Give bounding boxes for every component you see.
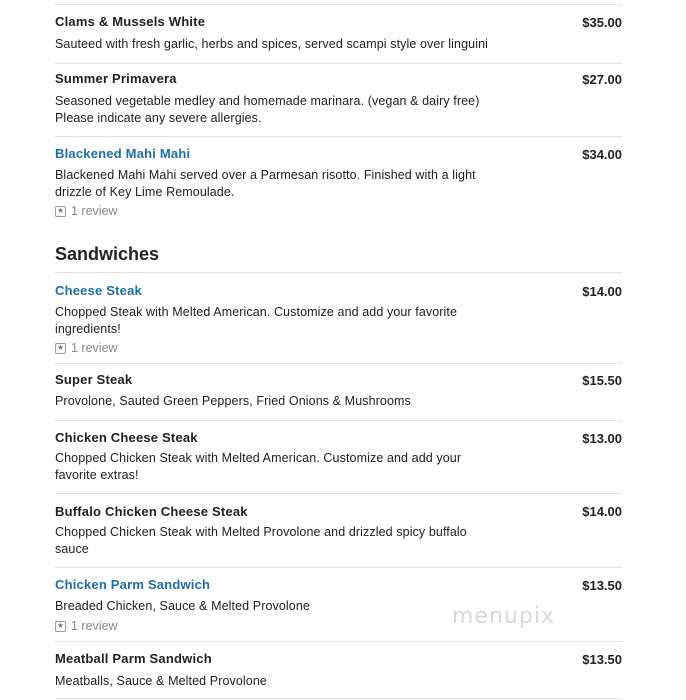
item-description: Blackened Mahi Mahi served over a Parmesan risotto. Finished with a light drizzle of Key Lime Remoulade.: [55, 168, 476, 199]
item-price: $13.50: [582, 578, 622, 593]
item-description: Provolone, Sauted Green Peppers, Fried Onions & Mushrooms: [55, 394, 411, 408]
menu-item-buffalo-chicken-cheese-steak: [55, 493, 622, 568]
review-count: 1 review: [71, 204, 118, 218]
item-name: Super Steak: [55, 372, 133, 387]
item-description: Breaded Chicken, Sauce & Melted Provolone: [55, 599, 310, 613]
item-name-link[interactable]: Chicken Parm Sandwich: [55, 577, 211, 592]
item-name-link[interactable]: Cheese Steak: [55, 283, 142, 298]
review-icon: ★: [56, 621, 65, 630]
review-link[interactable]: [55, 204, 118, 218]
item-price: $34.00: [582, 147, 622, 162]
item-description: Sauteed with fresh garlic, herbs and spices, served scampi style over linguini: [55, 37, 489, 51]
item-name-link[interactable]: Blackened Mahi Mahi: [55, 146, 191, 161]
menu-item-super-steak: [55, 362, 622, 421]
review-count: 1 review: [71, 341, 118, 355]
menu-item-clams-mussels-white: [55, 4, 622, 64]
item-price: $13.00: [582, 431, 622, 446]
item-price: $27.00: [582, 72, 622, 87]
item-name: Meatball Parm Sandwich: [55, 651, 212, 666]
review-icon: ★: [56, 343, 65, 352]
review-icon: ★: [56, 206, 65, 215]
item-description: Seasoned vegetable medley and homemade marinara. (vegan & dairy free) Please indicate any severe allergies.: [55, 94, 480, 125]
item-price: $35.00: [582, 15, 622, 30]
item-description: Meatballs, Sauce & Melted Provolone: [55, 674, 267, 688]
menu-item-meatball-parm-sandwich: [55, 641, 622, 699]
menu-item-summer-primavera: [55, 62, 622, 137]
menu-item-chicken-cheese-steak: [55, 420, 622, 494]
item-price: $13.50: [582, 652, 622, 667]
review-link[interactable]: [55, 619, 118, 633]
item-description: Chopped Chicken Steak with Melted Provolone and drizzled spicy buffalo sauce: [55, 525, 467, 556]
item-description: Chopped Chicken Steak with Melted American. Customize and add your favorite extras!: [55, 451, 462, 482]
item-name: Buffalo Chicken Cheese Steak: [55, 504, 248, 519]
menu-item-blackened-mahi-mahi: [55, 136, 622, 236]
item-price: $14.00: [582, 284, 622, 299]
menu-item-cheese-steak: [55, 272, 622, 364]
section-heading-sandwiches: Sandwiches: [55, 244, 160, 264]
review-count: 1 review: [71, 619, 118, 633]
item-name: Summer Primavera: [55, 71, 177, 86]
item-name: Chicken Cheese Steak: [55, 430, 198, 445]
item-name: Clams & Mussels White: [55, 14, 206, 29]
item-description: Chopped Steak with Melted American. Customize and add your favorite ingredients!: [55, 305, 458, 336]
item-price: $15.50: [582, 373, 622, 388]
watermark-logo: menupix: [452, 604, 555, 629]
review-link[interactable]: [55, 341, 118, 355]
item-price: $14.00: [582, 504, 622, 519]
